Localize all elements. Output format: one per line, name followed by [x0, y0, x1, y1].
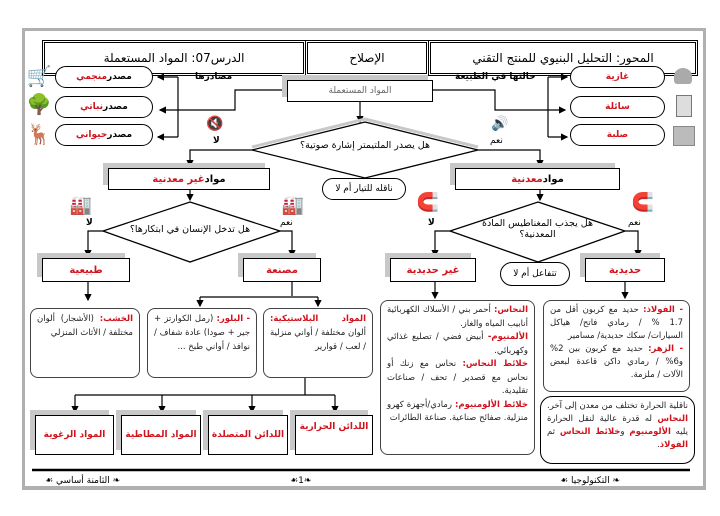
- state-gas: غازية: [570, 66, 665, 88]
- footer-subject: ❧ التكنولوجيا ☙: [560, 476, 621, 486]
- source-mining: مصدر منجمي: [55, 66, 153, 88]
- q2-no: لا: [86, 218, 93, 228]
- reaction-note: تتفاعل أم لا: [500, 262, 570, 286]
- q1-question: هل يصدر الملتيمتر إشارة صوتية؟: [300, 140, 430, 151]
- foams-box: المواد الرغوية: [35, 415, 114, 455]
- animal-icon: 🦌: [26, 122, 52, 146]
- state-liquid: سائلة: [570, 96, 665, 118]
- solid-cubes-icon: [673, 126, 695, 146]
- footer-level: ❧ الثامنة أساسي ☙: [45, 476, 121, 486]
- natural-box: طبيعية: [42, 258, 130, 282]
- manufactured-box: مصنعة: [243, 258, 321, 282]
- gas-bag-icon: [674, 68, 692, 84]
- nonferrous-card: النحاس: أحمر بني / الأسلاك الكهربائية أنابيب المياه والغاز. الألمنيوم- أبيض فضي / تصليع غذائي وكهربائي. خلائط النحاس: نحاس مع زنك أو نحاس مع قصدير / تحف / صناعات تقليدية. خلائط الألومنيوم: رمادي/أجهزة كهرو منزلية. صفائح صناعية. صناعة الطائرات: [380, 300, 535, 455]
- q3-no: لا: [428, 218, 435, 228]
- thermoplastics-box: اللدائن الحرارية: [295, 415, 373, 455]
- header-lesson: الدرس07: المواد المستعملة: [42, 40, 306, 76]
- metal-box: مواد معدنية: [455, 168, 620, 190]
- no-sound-icon: 🔇: [206, 116, 224, 132]
- ferrous-box: حديدية: [585, 258, 665, 282]
- magnet-icon: 🧲: [416, 192, 440, 213]
- source-plant: مصدر نباتي: [55, 96, 153, 118]
- q3-yes: نعم: [628, 218, 641, 228]
- sources-label: مصادرها: [195, 72, 233, 82]
- tree-icon: 🌳: [26, 92, 52, 116]
- glass-card: - البلور: (رمل الكوارتز + جير + صودا) عادة شفاف / نوافذ / أواني طبخ ...: [147, 308, 257, 378]
- q1-yes: نعم: [490, 136, 503, 146]
- crossed-factory-icon: 🏭: [69, 195, 93, 216]
- mine-cart-icon: 🛒: [26, 64, 52, 88]
- source-animal: مصدر حيواني: [55, 124, 153, 146]
- wood-card: الخشب: (الأشجار) ألوان مختلفة / الأثاث المنزلي: [30, 308, 140, 378]
- liquid-glass-icon: [676, 95, 692, 117]
- ferrous-card: - الفولاذ: حديد مع كربون أقل من 1.7 % / رمادي فاتح/ هياكل السيارات/ سكك حديدية/ مسامير - الزهر: حديد مع كربون بين 2% و6% / رمادي داكن قاعدة لبعض الآلات / ملزمة.: [543, 300, 690, 392]
- factory-icon: 🏭: [281, 195, 305, 216]
- nonmetal-box: مواد غير معدنية: [108, 168, 270, 190]
- nonferrous-box: غير حديدية: [390, 258, 476, 282]
- header-axis: المحور: التحليل البنيوي للمنتج التقني: [428, 40, 698, 76]
- state-solid: صلبة: [570, 124, 665, 146]
- magnet-attract-icon: 🧲: [631, 192, 655, 213]
- header-correction: الإصلاح: [305, 40, 429, 76]
- states-label: حالتها في الطبيعة: [455, 72, 536, 82]
- footer-page-number: ❧1☙: [290, 476, 312, 486]
- conductor-note: ناقله للتيار أم لا: [322, 178, 406, 200]
- q1-no: لا: [213, 136, 220, 146]
- plastic-card: المواد البلاستيكية: ألوان مختلفة / أواني منزلية / لعب / قوارير: [263, 308, 373, 378]
- sound-icon: 🔊: [491, 116, 509, 132]
- q2-yes: نعم: [280, 218, 293, 228]
- heat-conduction-note: ناقلية الحرارة تختلف من معدن إلى آخر. النحاس له قدرة عالية لنقل الحرارة يليه الألومنيوم وخلائط النحاس ثم الفولاذ.: [540, 396, 695, 464]
- used-materials-box: المواد المستعملة: [287, 80, 433, 102]
- q2-question: هل تدخل الإنسان في ابتكارها؟: [129, 224, 251, 235]
- elastomers-box: المواد المطاطية: [121, 415, 201, 455]
- q3-question: هل يجذب المغناطيس المادة المعدنية؟: [481, 218, 593, 240]
- thermosets-box: اللدائن المتصلدة: [208, 415, 288, 455]
